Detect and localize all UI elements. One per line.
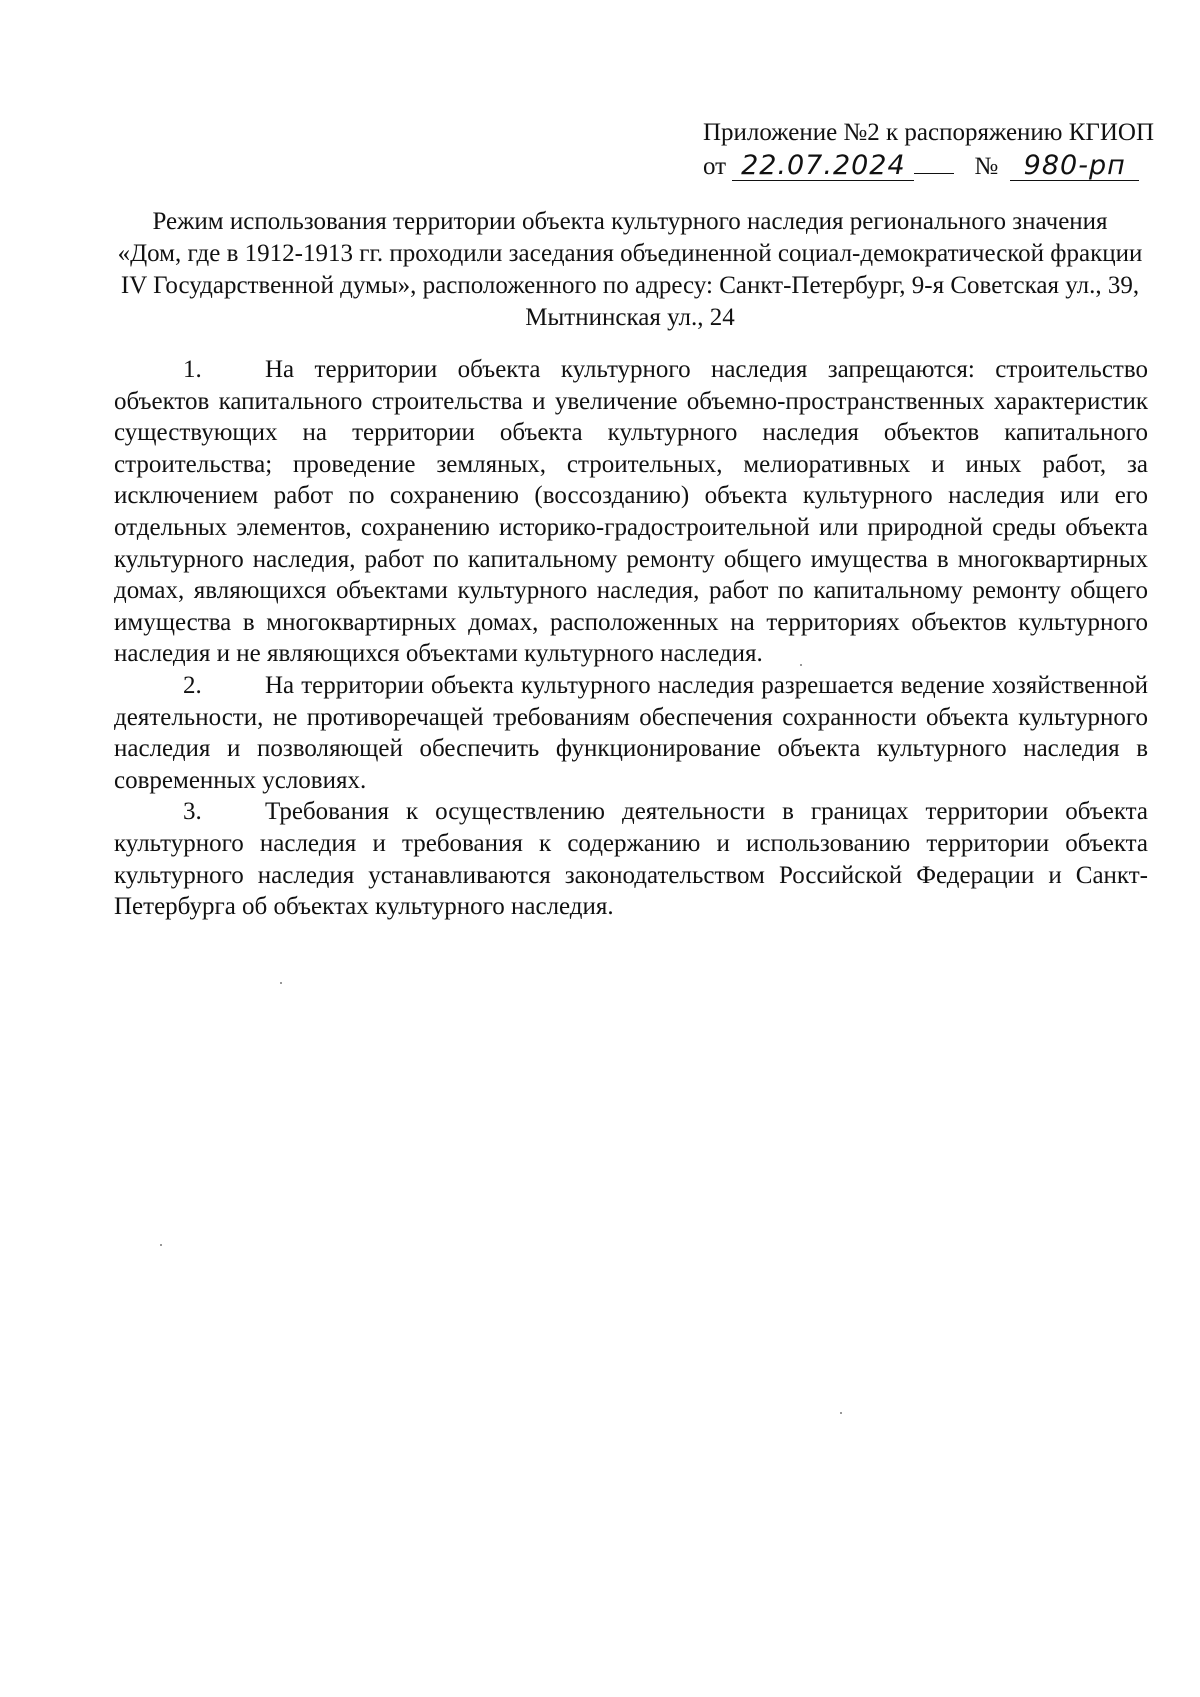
date-underline: [914, 151, 954, 174]
paragraph-number: 3.: [183, 798, 202, 826]
paragraph-text: На территории объекта культурного наследия запрещаются: строительство объектов капитального строительства и увеличение объемно-пространственных характеристик существующих на территории объекта культурного наследия объектов капитального строительства; проведение земляных, строительных, мелиоративных и иных работ, за исключением работ по сохранению (воссозданию) объекта культурного наследия или его отдельных элементов, сохранению историко-градостроительной или природной среды объекта культурного наследия, работ по капитальному ремонту общего имущества в многоквартирных домах, являющихся объектами культурного наследия, работ по капитальному ремонту общего имущества в многоквартирных домах, расположенных на территориях объектов культурного наследия и не являющихся объектами культурного наследия.: [114, 356, 1148, 668]
document-body: [114, 354, 1148, 923]
paragraph-number: 2.: [183, 671, 202, 699]
paragraph-2: [114, 670, 1148, 796]
handwritten-order-number: 980-рп: [1010, 152, 1139, 181]
scan-speck: [800, 664, 802, 666]
title-line-3: IV Государственной думы», расположенного по адресу: Санкт-Петербург, 9-я Советская ул., 39,: [120, 272, 1140, 299]
paragraph-1: [114, 354, 1148, 670]
from-label: от: [703, 153, 727, 180]
title-line-4: Мытнинская ул., 24: [525, 304, 735, 331]
title-line-1: Режим использования территории объекта культурного наследия регионального значения: [152, 208, 1108, 235]
order-date-number-line: [703, 150, 1153, 184]
paragraph-text: На территории объекта культурного наследия разрешается ведение хозяйственной деятельности, не противоречащей требованиям обеспечения сохранности объекта культурного наследия и позволяющей обеспечить функционирование объекта культурного наследия в современных условиях.: [114, 671, 1148, 794]
handwritten-date: 22.07.2024: [732, 152, 914, 181]
scan-speck: [280, 982, 282, 984]
appendix-reference: Приложение №2 к распоряжению КГИОП: [703, 119, 1155, 146]
scan-speck: [840, 1412, 842, 1414]
paragraph-3: [114, 796, 1148, 922]
appendix-header: [703, 116, 1153, 184]
number-label: №: [974, 153, 999, 180]
title-line-2: «Дом, где в 1912-1913 гг. проходили заседания объединенной социал-демократической фракции: [117, 240, 1143, 267]
scan-speck: [160, 1244, 162, 1246]
document-title: [100, 206, 1160, 334]
paragraph-number: 1.: [183, 356, 202, 383]
paragraph-text: Требования к осуществлению деятельности в границах территории объекта культурного наследия и требования к содержанию и использованию территории объекта культурного наследия устанавливаются законодательством Российской Федерации и Санкт-Петербурга об объектах культурного наследия.: [114, 798, 1148, 921]
